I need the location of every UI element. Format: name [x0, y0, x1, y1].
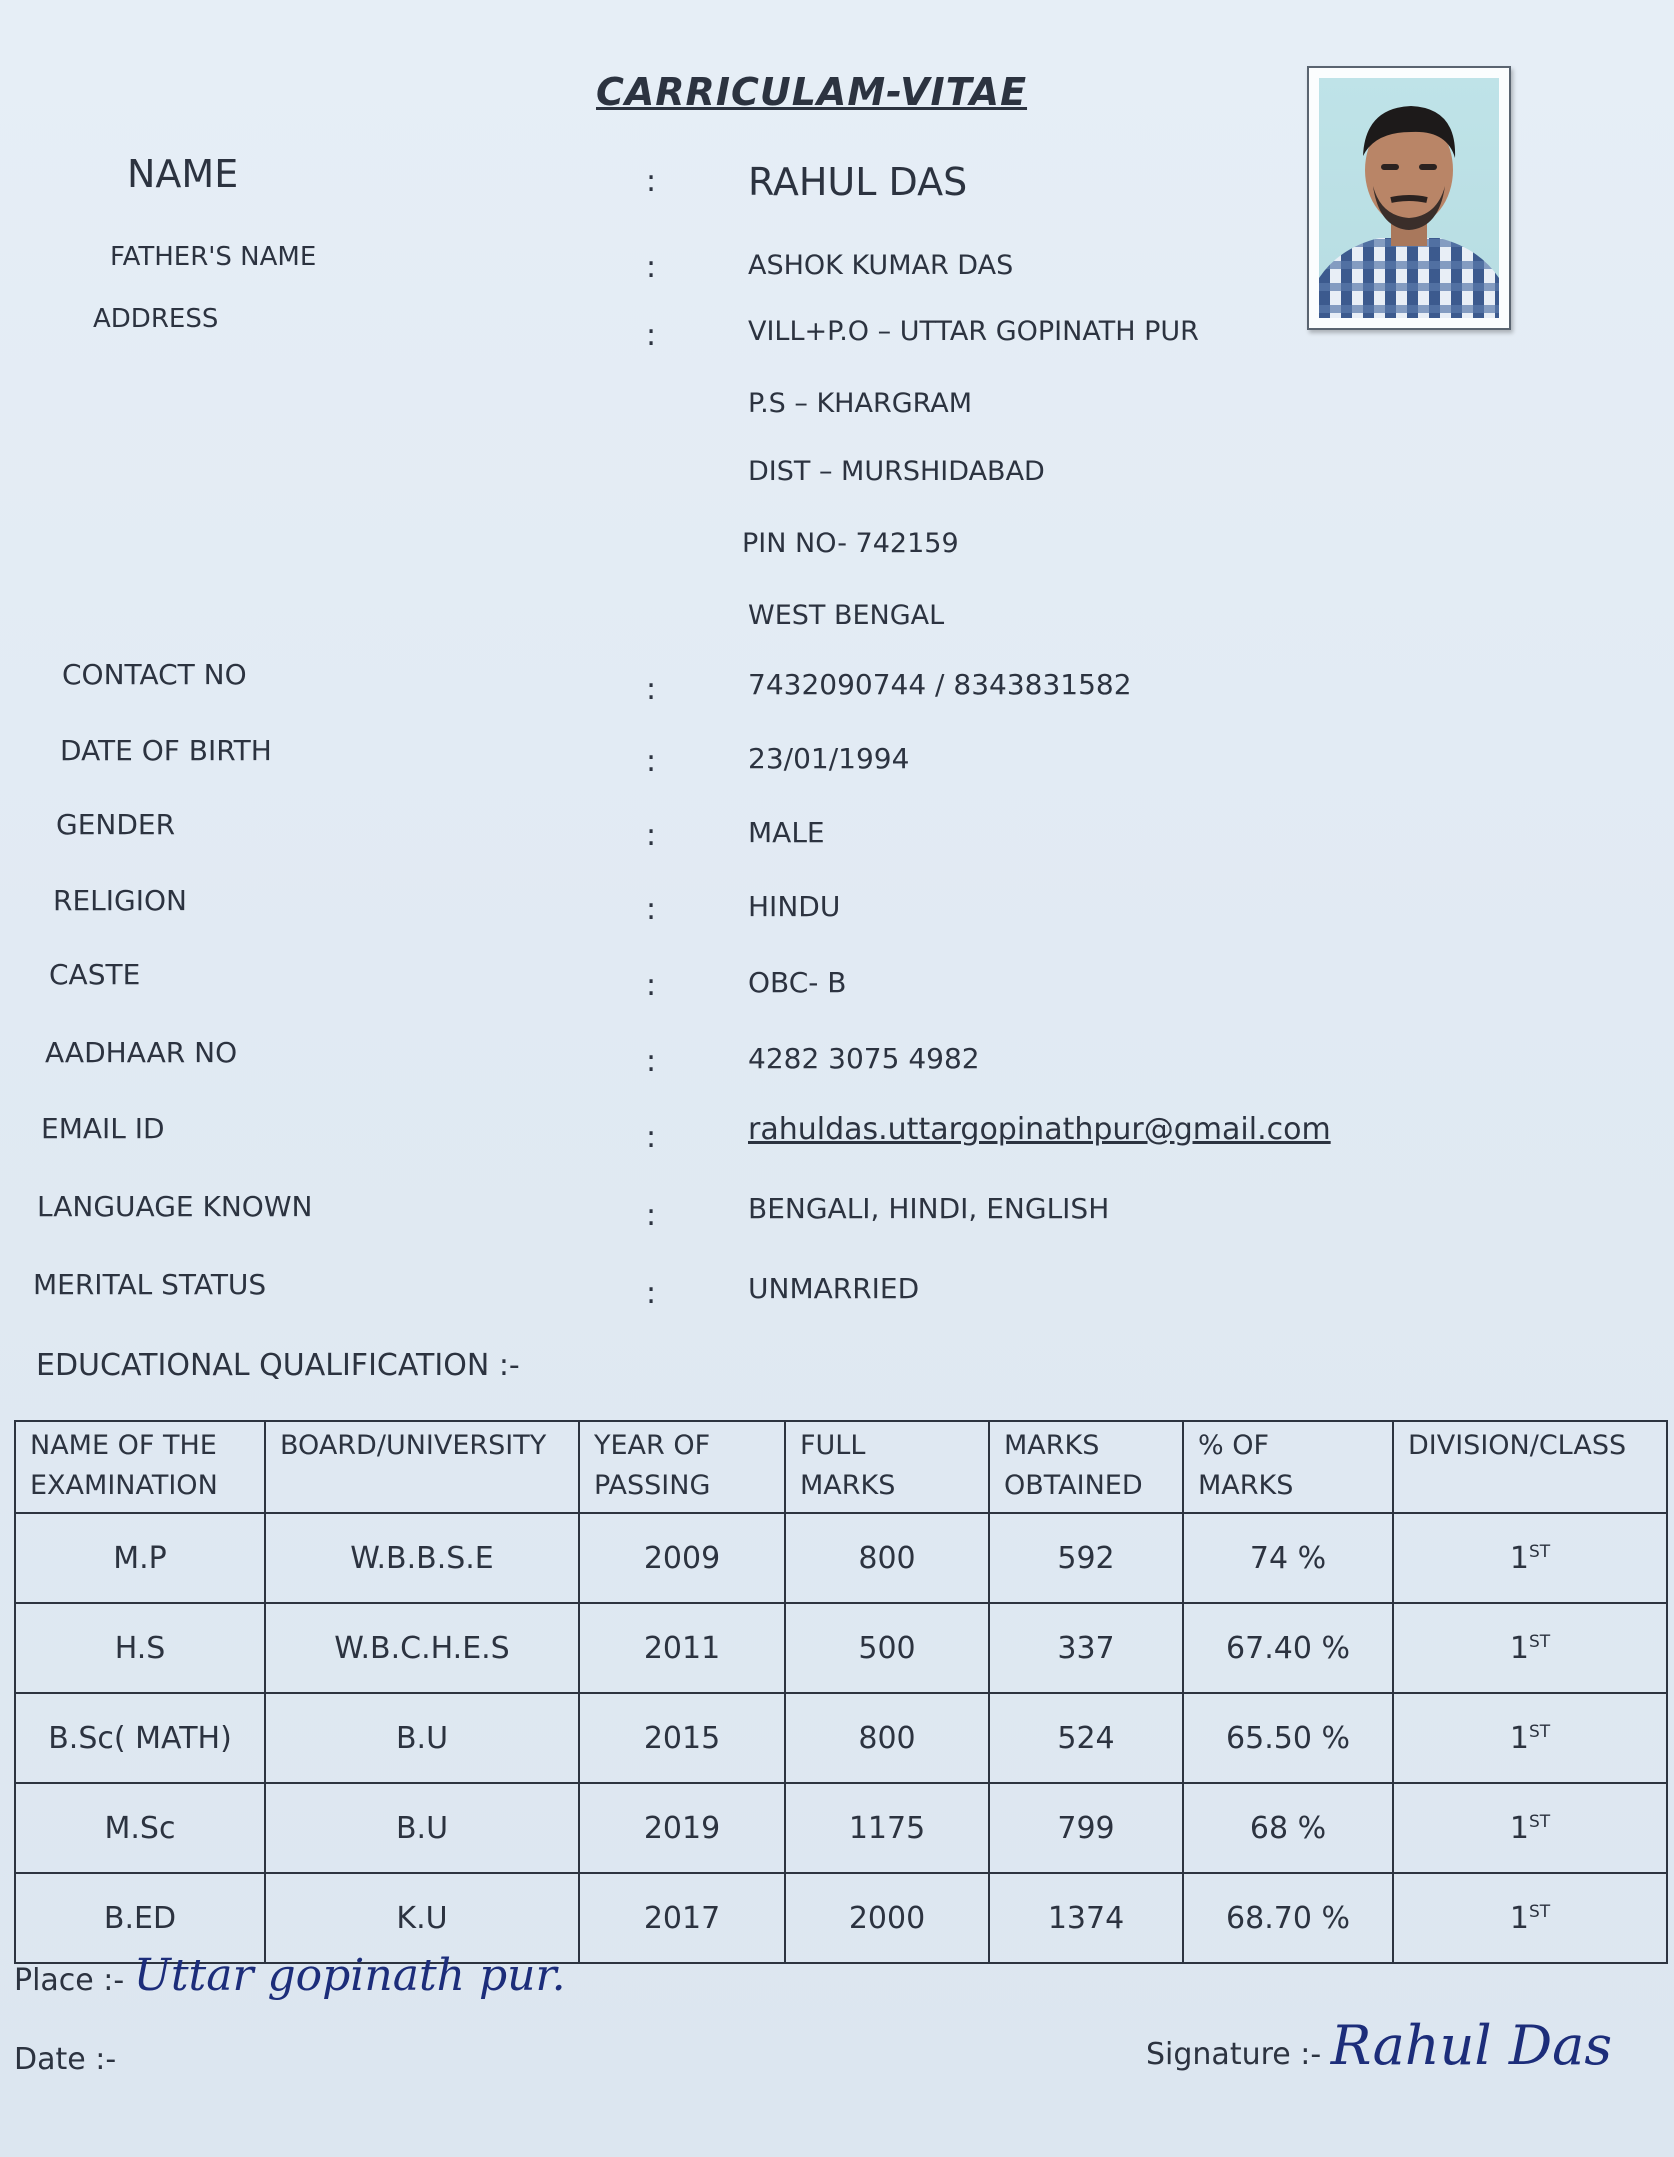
- year-cell: 2017: [579, 1873, 785, 1963]
- language-label: LANGUAGE KNOWN: [37, 1190, 313, 1223]
- year-cell: 2011: [579, 1603, 785, 1693]
- full-marks-cell: 800: [785, 1693, 989, 1783]
- caste-value: OBC- B: [748, 966, 847, 999]
- percent-cell: 68 %: [1183, 1783, 1393, 1873]
- contact-value: 7432090744 / 8343831582: [748, 668, 1132, 701]
- marks-obtained-cell: 524: [989, 1693, 1183, 1783]
- signature-label: Signature :-: [1146, 2037, 1322, 2072]
- year-cell: 2009: [579, 1513, 785, 1603]
- education-table: [14, 1420, 1668, 1964]
- division-cell: 1ST: [1393, 1783, 1667, 1873]
- year-cell: 2015: [579, 1693, 785, 1783]
- caste-colon: :: [646, 968, 657, 1003]
- header-cell: NAME OF THE EXAMINATION: [15, 1421, 265, 1513]
- year-cell: 2019: [579, 1783, 785, 1873]
- board-cell: W.B.B.S.E: [265, 1513, 579, 1603]
- full-marks-cell: 800: [785, 1513, 989, 1603]
- division-cell: 1ST: [1393, 1693, 1667, 1783]
- header-cell: FULL MARKS: [785, 1421, 989, 1513]
- aadhaar-value: 4282 3075 4982: [748, 1042, 980, 1075]
- aadhaar-colon: :: [646, 1044, 657, 1079]
- address-line: PIN NO- 742159: [742, 528, 959, 559]
- gender-label: GENDER: [56, 808, 176, 841]
- language-colon: :: [646, 1198, 657, 1233]
- header-cell: BOARD/UNIVERSITY: [265, 1421, 579, 1513]
- board-cell: K.U: [265, 1873, 579, 1963]
- photo-frame: [1307, 66, 1511, 330]
- board-cell: B.U: [265, 1693, 579, 1783]
- full-marks-cell: 500: [785, 1603, 989, 1693]
- exam-cell: M.P: [15, 1513, 265, 1603]
- marks-obtained-cell: 337: [989, 1603, 1183, 1693]
- dob-label: DATE OF BIRTH: [60, 734, 272, 767]
- division-cell: 1ST: [1393, 1603, 1667, 1693]
- exam-cell: M.Sc: [15, 1783, 265, 1873]
- religion-label: RELIGION: [53, 884, 187, 917]
- exam-cell: H.S: [15, 1603, 265, 1693]
- marital-label: MERITAL STATUS: [33, 1268, 267, 1301]
- religion-value: HINDU: [748, 890, 841, 923]
- language-value: BENGALI, HINDI, ENGLISH: [748, 1192, 1110, 1225]
- header-cell: % OF MARKS: [1183, 1421, 1393, 1513]
- education-heading: EDUCATIONAL QUALIFICATION :-: [36, 1348, 520, 1383]
- document-title: CARRICULAM-VITAE: [596, 70, 1028, 114]
- percent-cell: 65.50 %: [1183, 1693, 1393, 1783]
- aadhaar-label: AADHAAR NO: [45, 1036, 238, 1069]
- signature-line: [1146, 2014, 1612, 2077]
- contact-label: CONTACT NO: [62, 658, 247, 691]
- full-marks-cell: 2000: [785, 1873, 989, 1963]
- table-row: [15, 1603, 1667, 1693]
- gender-value: MALE: [748, 816, 825, 849]
- handwritten-signature: Rahul Das: [1330, 2014, 1613, 2077]
- caste-label: CASTE: [49, 958, 141, 991]
- father-name-label: FATHER'S NAME: [110, 242, 317, 272]
- dob-value: 23/01/1994: [748, 742, 910, 775]
- header-cell: YEAR OF PASSING: [579, 1421, 785, 1513]
- name-value: RAHUL DAS: [748, 160, 968, 204]
- contact-colon: :: [646, 672, 657, 707]
- board-cell: B.U: [265, 1783, 579, 1873]
- address-label: ADDRESS: [93, 304, 219, 334]
- address-line: P.S – KHARGRAM: [748, 388, 973, 419]
- marks-obtained-cell: 799: [989, 1783, 1183, 1873]
- percent-cell: 67.40 %: [1183, 1603, 1393, 1693]
- name-label: NAME: [127, 152, 239, 196]
- date-label: Date :-: [14, 2042, 117, 2077]
- address-colon: :: [646, 318, 657, 353]
- father-name-colon: :: [646, 250, 657, 285]
- email-colon: :: [646, 1120, 657, 1155]
- email-label: EMAIL ID: [41, 1112, 165, 1145]
- marital-value: UNMARRIED: [748, 1272, 920, 1305]
- address-line: VILL+P.O – UTTAR GOPINATH PUR: [748, 316, 1199, 347]
- father-name-value: ASHOK KUMAR DAS: [748, 250, 1014, 281]
- table-row: [15, 1513, 1667, 1603]
- place-label: Place :-: [14, 1963, 125, 1998]
- marital-colon: :: [646, 1276, 657, 1311]
- dob-colon: :: [646, 744, 657, 779]
- board-cell: W.B.C.H.E.S: [265, 1603, 579, 1693]
- marks-obtained-cell: 592: [989, 1513, 1183, 1603]
- exam-cell: B.Sc( MATH): [15, 1693, 265, 1783]
- email-value: rahuldas.uttargopinathpur@gmail.com: [748, 1112, 1331, 1147]
- percent-cell: 68.70 %: [1183, 1873, 1393, 1963]
- percent-cell: 74 %: [1183, 1513, 1393, 1603]
- marks-obtained-cell: 1374: [989, 1873, 1183, 1963]
- place-line: [14, 1950, 566, 2001]
- profile-photo: [1319, 78, 1499, 318]
- name-colon: :: [646, 164, 657, 199]
- table-row: [15, 1693, 1667, 1783]
- full-marks-cell: 1175: [785, 1783, 989, 1873]
- table-header-row: [15, 1421, 1667, 1513]
- gender-colon: :: [646, 818, 657, 853]
- religion-colon: :: [646, 892, 657, 927]
- exam-cell: B.ED: [15, 1873, 265, 1963]
- place-handwritten-value: Uttar gopinath pur.: [133, 1950, 566, 2001]
- division-cell: 1ST: [1393, 1873, 1667, 1963]
- address-line: DIST – MURSHIDABAD: [748, 456, 1045, 487]
- address-line: WEST BENGAL: [748, 600, 945, 631]
- table-row: [15, 1783, 1667, 1873]
- person-portrait-icon: [1319, 78, 1499, 318]
- header-cell: DIVISION/CLASS: [1393, 1421, 1667, 1513]
- header-cell: MARKS OBTAINED: [989, 1421, 1183, 1513]
- division-cell: 1ST: [1393, 1513, 1667, 1603]
